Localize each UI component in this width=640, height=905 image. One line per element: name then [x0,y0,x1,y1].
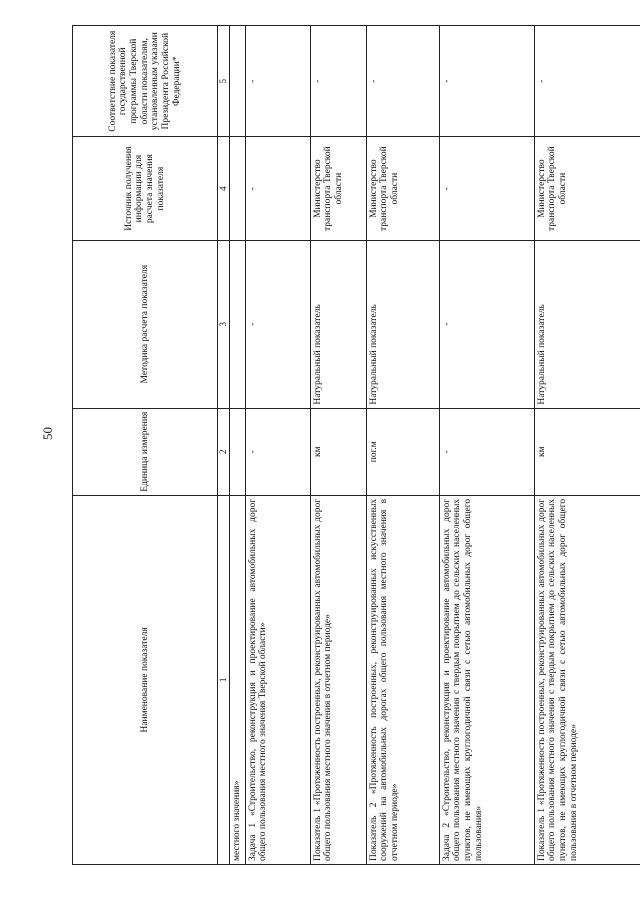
header-compliance: Соответствие показателя государственной программы Тверской области показателям, установленным указами Президента Российской Федерации* [73,26,218,137]
cell-method: Натуральный показатель [310,240,366,408]
column-number: 5 [218,26,230,137]
header-method: Методика расчета показателя [73,240,218,408]
cell-method: Натуральный показатель [534,240,640,408]
table-row [366,26,439,865]
cell-unit: км [310,408,366,495]
cell-unit: пог.м [366,408,439,495]
table-row [245,26,310,865]
table-row [534,26,640,865]
header-unit: Единица измерения [73,408,218,495]
cell-compliance: - [310,26,366,137]
cell-unit [230,408,246,495]
column-number: 2 [218,408,230,495]
table-row [230,26,246,865]
cell-method [230,240,246,408]
cell-indicator-name: Задача 2 «Строительство, реконструкция и проектирование автомобильных дорог общего пользования местного значения с твердым покрытием до сельских населенных пунктов, не имеющих круглогодичной связи с сетью автомобильных дорог общего пользования» [439,495,534,864]
cell-method: - [439,240,534,408]
cell-method: - [245,240,310,408]
cell-compliance: - [534,26,640,137]
cell-source: Министерство транспорта Тверской области [534,137,640,240]
cell-unit: - [439,408,534,495]
cell-method: Натуральный показатель [366,240,439,408]
cell-compliance: - [366,26,439,137]
column-number: 1 [218,495,230,864]
column-numbers-row [218,26,230,865]
cell-source: - [439,137,534,240]
cell-indicator-name: Задача 1 «Строительство, реконструкция и проектирование автомобильных дорог общего пользования местного значения Тверской области» [245,495,310,864]
cell-source: Министерство транспорта Тверской области [310,137,366,240]
cell-indicator-name: Показатель 1 «Протяженность построенных, реконструированных автомобильных дорог общего пользования местного значения с твердым покрытием до сельских населенных пунктов, не имеющих круглогодичной связи с сетью автомобильных дорог общего пользования в отчетном периоде» [534,495,640,864]
table-header-row [73,26,218,865]
column-number: 4 [218,137,230,240]
cell-unit: км [534,408,640,495]
table-row [439,26,534,865]
cell-source: Министерство транспорта Тверской области [366,137,439,240]
cell-unit: - [245,408,310,495]
cell-indicator-name: Показатель 1 «Протяженность построенных, реконструированных автомобильных дорог общего пользования местного значения в отчетном периоде» [310,495,366,864]
page-number: 50 [40,427,55,440]
cell-indicator-name: местного значения» [230,495,246,864]
cell-indicator-name: Показатель 2 «Протяженность построенных, реконструированных искусственных сооружений на автомобильных дорогах общего пользования местного значения в отчетном периоде» [366,495,439,864]
rotated-table-container [72,25,582,865]
cell-compliance [230,26,246,137]
table-row [310,26,366,865]
cell-source [230,137,246,240]
header-indicator-name: Наименование показателя [73,495,218,864]
cell-source: - [245,137,310,240]
cell-compliance: - [439,26,534,137]
cell-compliance: - [245,26,310,137]
header-source: Источник получения информации для расчета значения показателя [73,137,218,240]
indicators-table [72,25,640,865]
column-number: 3 [218,240,230,408]
